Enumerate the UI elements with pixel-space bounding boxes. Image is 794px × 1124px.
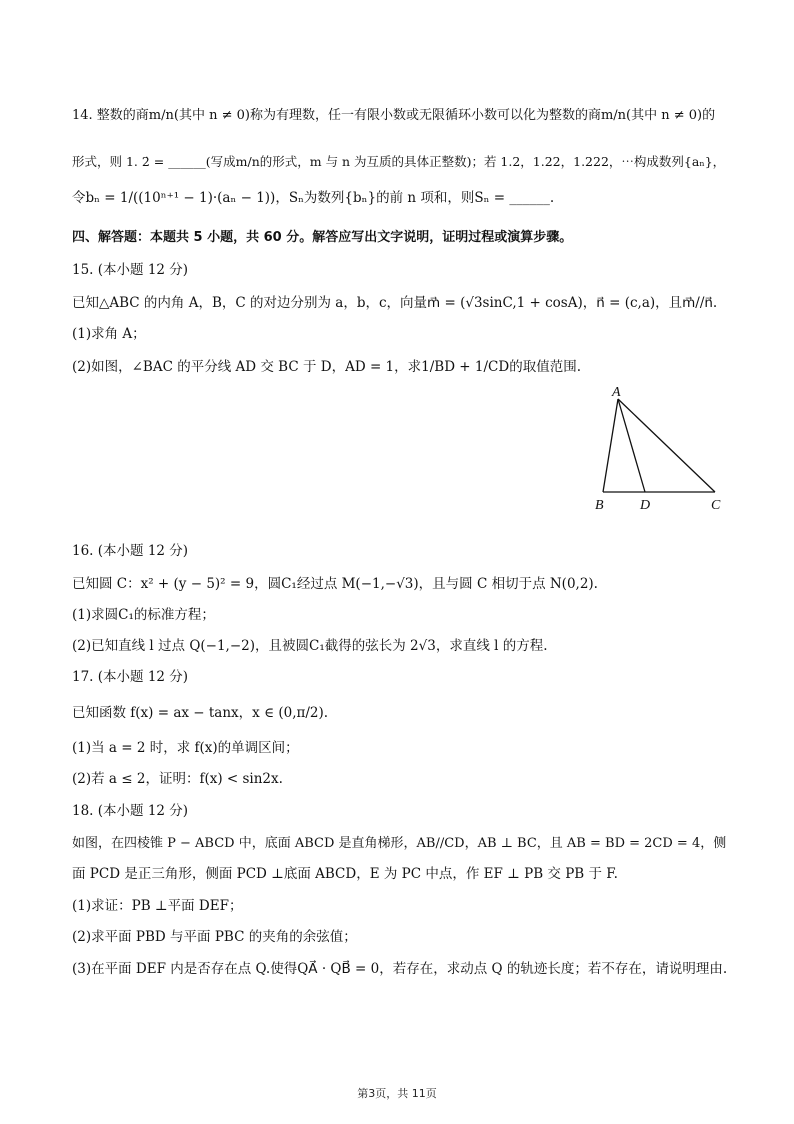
q14-line3: 令bₙ = 1/((10ⁿ⁺¹ − 1)·(aₙ − 1))，Sₙ为数列{bₙ}的前 n 项和，则Sₙ = ______. xyxy=(72,190,555,206)
q16-stem: 已知圆 C：x² + (y − 5)² = 9，圆C₁经过点 M(−1,−√3)，且与圆 C 相切于点 N(0,2). xyxy=(72,576,598,592)
q16-header: 16. (本小题 12 分) xyxy=(72,543,189,559)
section-4-heading: 四、解答题：本题共 5 小题，共 60 分。解答应写出文字说明，证明过程或演算步骤。 xyxy=(72,230,573,245)
q15-header: 15. (本小题 12 分) xyxy=(72,262,189,278)
q15-part1: (1)求角 A； xyxy=(72,326,146,342)
label-c: C xyxy=(711,498,721,513)
q16-part2: (2)已知直线 l 过点 Q(−1,−2)，且被圆C₁截得的弦长为 2√3，求直线 l 的方程. xyxy=(72,638,548,654)
label-a: A xyxy=(612,385,621,400)
segment-ac xyxy=(618,399,715,492)
q16-part1: (1)求圆C₁的标准方程； xyxy=(72,607,215,623)
q18-part2: (2)求平面 PBD 与平面 PBC 的夹角的余弦值； xyxy=(72,929,357,945)
triangle-figure xyxy=(585,385,730,515)
q14-line1: 14. 整数的商m/n(其中 n ≠ 0)称为有理数，任一有限小数或无限循环小数可以化为整数的商m/n(其中 n ≠ 0)的 xyxy=(72,108,716,123)
q17-part1: (1)当 a = 2 时，求 f(x)的单调区间； xyxy=(72,740,299,756)
segment-ab xyxy=(603,399,618,492)
q17-stem: 已知函数 f(x) = ax − tanx，x ∈ (0,π/2). xyxy=(72,705,329,721)
q17-header: 17. (本小题 12 分) xyxy=(72,669,189,685)
q18-part1: (1)求证：PB ⊥平面 DEF； xyxy=(72,898,243,914)
label-b: B xyxy=(595,498,604,513)
q18-header: 18. (本小题 12 分) xyxy=(72,803,189,819)
q15-stem: 已知△ABC 的内角 A，B，C 的对边分别为 a，b，c，向量m⃗ = (√3sinC,1 + cosA)，n⃗ = (c,a)，且m⃗//n⃗. xyxy=(72,295,718,311)
q18-part3: (3)在平面 DEF 内是否存在点 Q.使得QA⃗ · QB⃗ = 0，若存在，求动点 Q 的轨迹长度；若不存在，请说明理由. xyxy=(72,961,728,977)
q17-part2: (2)若 a ≤ 2，证明：f(x) < sin2x. xyxy=(72,771,283,787)
q18-stem-line1: 如图，在四棱锥 P − ABCD 中，底面 ABCD 是直角梯形，AB//CD，AB ⊥ BC，且 AB = BD = 2CD = 4，侧 xyxy=(72,836,727,851)
q14-line2: 形式，则 1. 2̇ = ______(写成m/n的形式，m 与 n 为互质的具体正整数)；若 1.2，1.22，1.222，⋯构成数列{aₙ}， xyxy=(72,154,726,169)
page-footer: 第3页，共 11页 xyxy=(357,1087,437,1100)
label-d: D xyxy=(640,498,651,513)
q15-part2: (2)如图，∠BAC 的平分线 AD 交 BC 于 D，AD = 1，求1/BD + 1/CD的取值范围. xyxy=(72,359,581,375)
q18-stem-line2: 面 PCD 是正三角形，侧面 PCD ⊥底面 ABCD，E 为 PC 中点，作 EF ⊥ PB 交 PB 于 F. xyxy=(72,866,618,882)
segment-ad xyxy=(618,399,645,492)
